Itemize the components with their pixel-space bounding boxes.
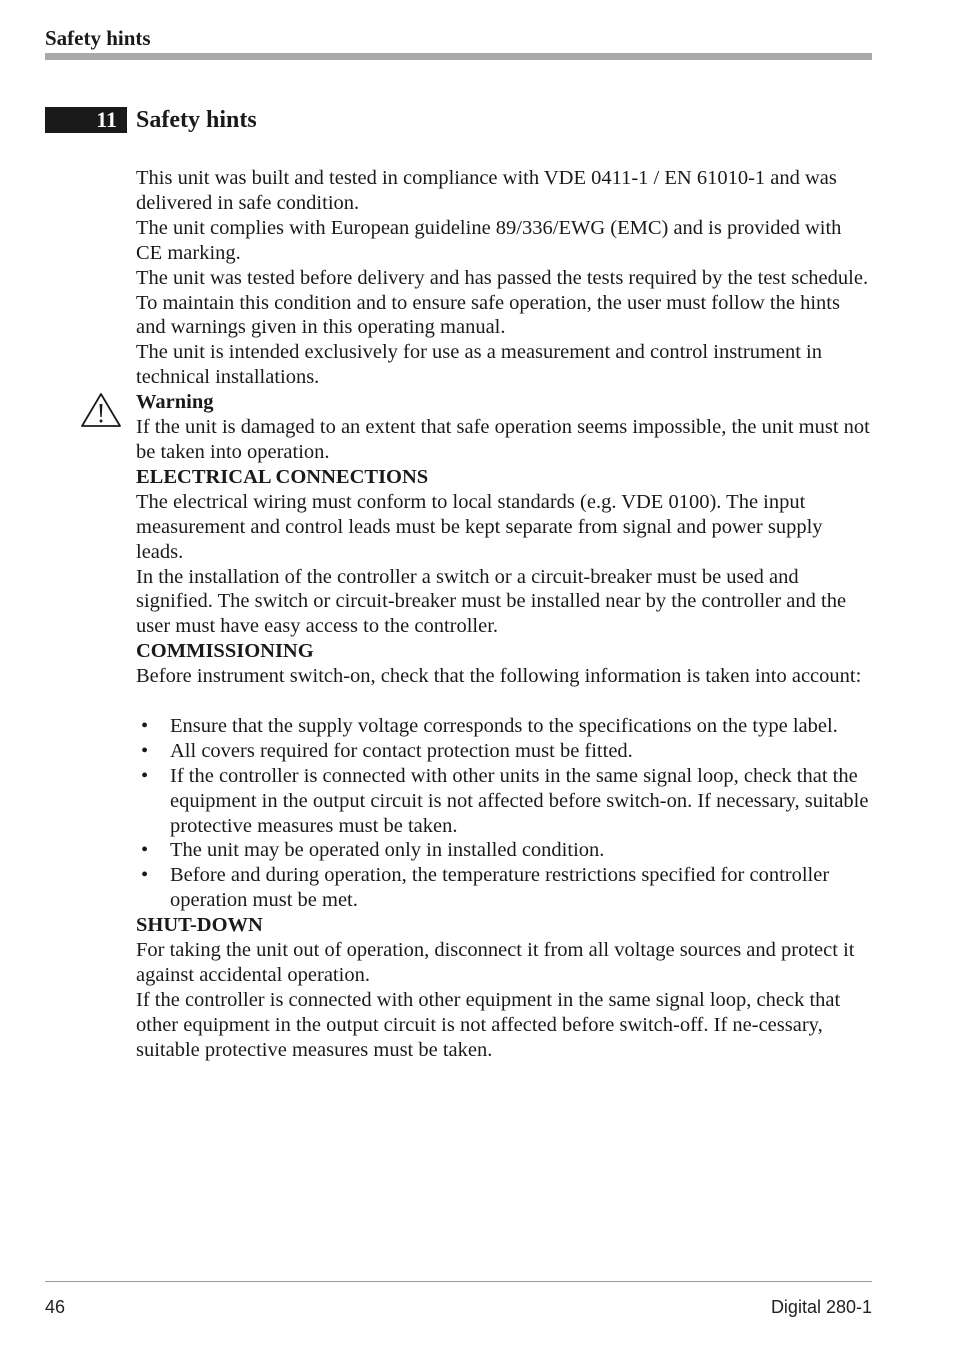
shutdown-paragraph: For taking the unit out of operation, disconnect it from all voltage sources and protect it against accidental operation. <box>136 939 855 986</box>
shutdown-paragraph: If the controller is connected with other equipment in the same signal loop, check that other equipment in the output circuit is not affected before switch-off. If ne-cessary, suitable protective measures must be taken. <box>136 988 841 1061</box>
list-item: • Before and during operation, the temperature restrictions specified for controller operation must be met. <box>136 863 872 913</box>
commissioning-list <box>136 714 872 913</box>
list-item: • The unit may be operated only in installed condition. <box>136 838 872 863</box>
chapter-title: Safety hints <box>136 107 257 133</box>
intro-paragraph: The unit is intended exclusively for use as a measurement and control instrument in technical installations. <box>136 341 822 389</box>
body-content <box>136 166 872 1063</box>
header-rule <box>45 53 872 60</box>
chapter-heading <box>45 106 257 134</box>
section-title-electrical: ELECTRICAL CONNECTIONS <box>136 465 429 488</box>
page-number: 46 <box>45 1297 66 1317</box>
list-item: • All covers required for contact protection must be fitted. <box>136 739 872 764</box>
list-item: • Ensure that the supply voltage corresponds to the specifications on the type label. <box>136 714 872 739</box>
warning-block <box>136 390 872 465</box>
running-header-title: Safety hints <box>45 26 151 50</box>
intro-paragraph: This unit was built and tested in compliance with VDE 0411-1 / EN 61010-1 and was delivered in safe condition. <box>136 167 837 214</box>
electrical-paragraph: The electrical wiring must conform to local standards (e.g. VDE 0100). The input measurement and control leads must be kept separate from signal and power supply leads. <box>136 490 823 563</box>
warning-triangle-icon <box>80 392 122 428</box>
chapter-number: 11 <box>45 107 127 133</box>
section-title-commissioning: COMMISSIONING <box>136 640 314 663</box>
electrical-paragraph: In the installation of the controller a switch or a circuit-breaker must be used and signified. The switch or circuit-breaker must be installed near by the controller and the user must have easy access to the controller. <box>136 565 847 638</box>
product-name: Digital 280-1 <box>770 1297 872 1317</box>
intro-paragraph: The unit complies with European guideline 89/336/EWG (EMC) and is provided with CE marking. <box>136 216 842 264</box>
warning-text: If the unit is damaged to an extent that safe operation seems impossible, the unit must not be taken into operation. <box>136 416 870 463</box>
section-title-shutdown: SHUT-DOWN <box>136 914 263 937</box>
list-item: • If the controller is connected with other units in the same signal loop, check that the equipment in the output circuit is not affected before switch-on. If necessary, suitable protective measures must be taken. <box>136 764 872 839</box>
warning-label: Warning <box>136 391 214 414</box>
intro-paragraph: The unit was tested before delivery and has passed the tests required by the test schedule. To maintain this condition and to ensure safe operation, the user must follow the hints and warnings given in this operating manual. <box>136 266 869 339</box>
footer-rule <box>45 1281 872 1282</box>
commissioning-intro: Before instrument switch-on, check that the following information is taken into account: <box>136 665 862 688</box>
